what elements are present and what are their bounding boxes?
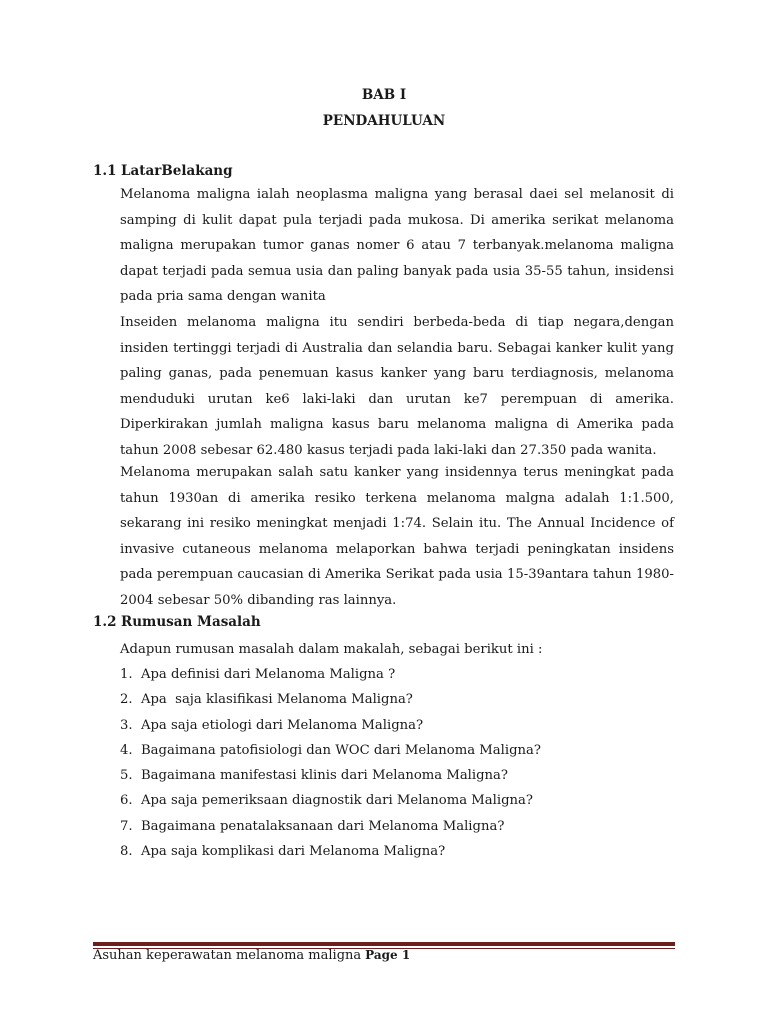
question-list [120, 662, 541, 864]
list-item: 4. Bagaimana patofisiologi dan WOC dari Melanoma Maligna? [120, 742, 541, 758]
section-heading-rumusan-masalah [93, 614, 261, 630]
section-title: Rumusan Masalah [121, 614, 261, 630]
chapter-title: PENDAHULUAN [322, 113, 446, 129]
page-footer [93, 948, 410, 963]
list-item: 5. Bagaimana manifestasi klinis dari Melanoma Maligna? [120, 768, 508, 784]
section-title: LatarBelakang [121, 163, 233, 179]
list-item: 8. Apa saja komplikasi dari Melanoma Maligna? [120, 844, 446, 860]
list-item: 3. Apa saja etiologi dari Melanoma Maligna? [120, 717, 424, 733]
section-number: 1.2 [93, 614, 117, 630]
list-item: 2. Apa saja klasifikasi Melanoma Maligna? [120, 692, 413, 708]
list-item: 6. Apa saja pemeriksaan diagnostik dari Melanoma Maligna? [120, 793, 533, 809]
paragraph-3: Melanoma merupakan salah satu kanker yang insidennya terus meningkat pada tahun 1930an di amerika resiko terkena melanoma malgna adalah 1:1.500, sekarang ini resiko meningkat menjadi 1:74. Selain itu. The Annual Incidence of invasive cutaneous melanoma melaporkan bahwa terjadi peningkatan insidens pada perempuan caucasian di Amerika Serikat pada usia 15-39antara tahun 1980-2004 sebesar 50% dibanding ras lainnya. [120, 465, 674, 608]
list-item: 7. Bagaimana penatalaksanaan dari Melanoma Maligna? [120, 818, 505, 834]
chapter-number: BAB I [361, 87, 407, 103]
paragraph-2: Inseiden melanoma maligna itu sendiri berbeda-beda di tiap negara,dengan insiden tertinggi terjadi di Australia dan selandia baru. Sebagai kanker kulit yang paling ganas, pada penemuan kasus kanker yang baru terdiagnosis, melanoma menduduki urutan ke6 laki-laki dan urutan ke7 perempuan di amerika. Diperkirakan jumlah maligna kasus baru melanoma maligna di Amerika pada tahun 2008 sebesar 62.480 kasus terjadi pada laki-laki dan 27.350 pada wanita. [120, 315, 674, 458]
footer-title: Asuhan keperawatan melanoma maligna [93, 948, 362, 963]
page-number: Page 1 [365, 948, 411, 962]
footer-divider [93, 942, 675, 946]
paragraph-1: Melanoma maligna ialah neoplasma maligna yang berasal daei sel melanosit di samping di kulit dapat pula terjadi pada mukosa. Di amerika serikat melanoma maligna merupakan tumor ganas nomer 6 atau 7 terbanyak.melanoma maligna dapat terjadi pada semua usia dan paling banyak pada usia 35-55 tahun, insidensi pada pria sama dengan wanita [120, 187, 674, 305]
list-item: 1. Apa definisi dari Melanoma Maligna ? [120, 667, 396, 682]
section-number: 1.1 [93, 163, 117, 179]
list-intro: Adapun rumusan masalah dalam makalah, sebagai berikut ini : [120, 642, 543, 657]
section-heading-latar-belakang [93, 163, 233, 179]
